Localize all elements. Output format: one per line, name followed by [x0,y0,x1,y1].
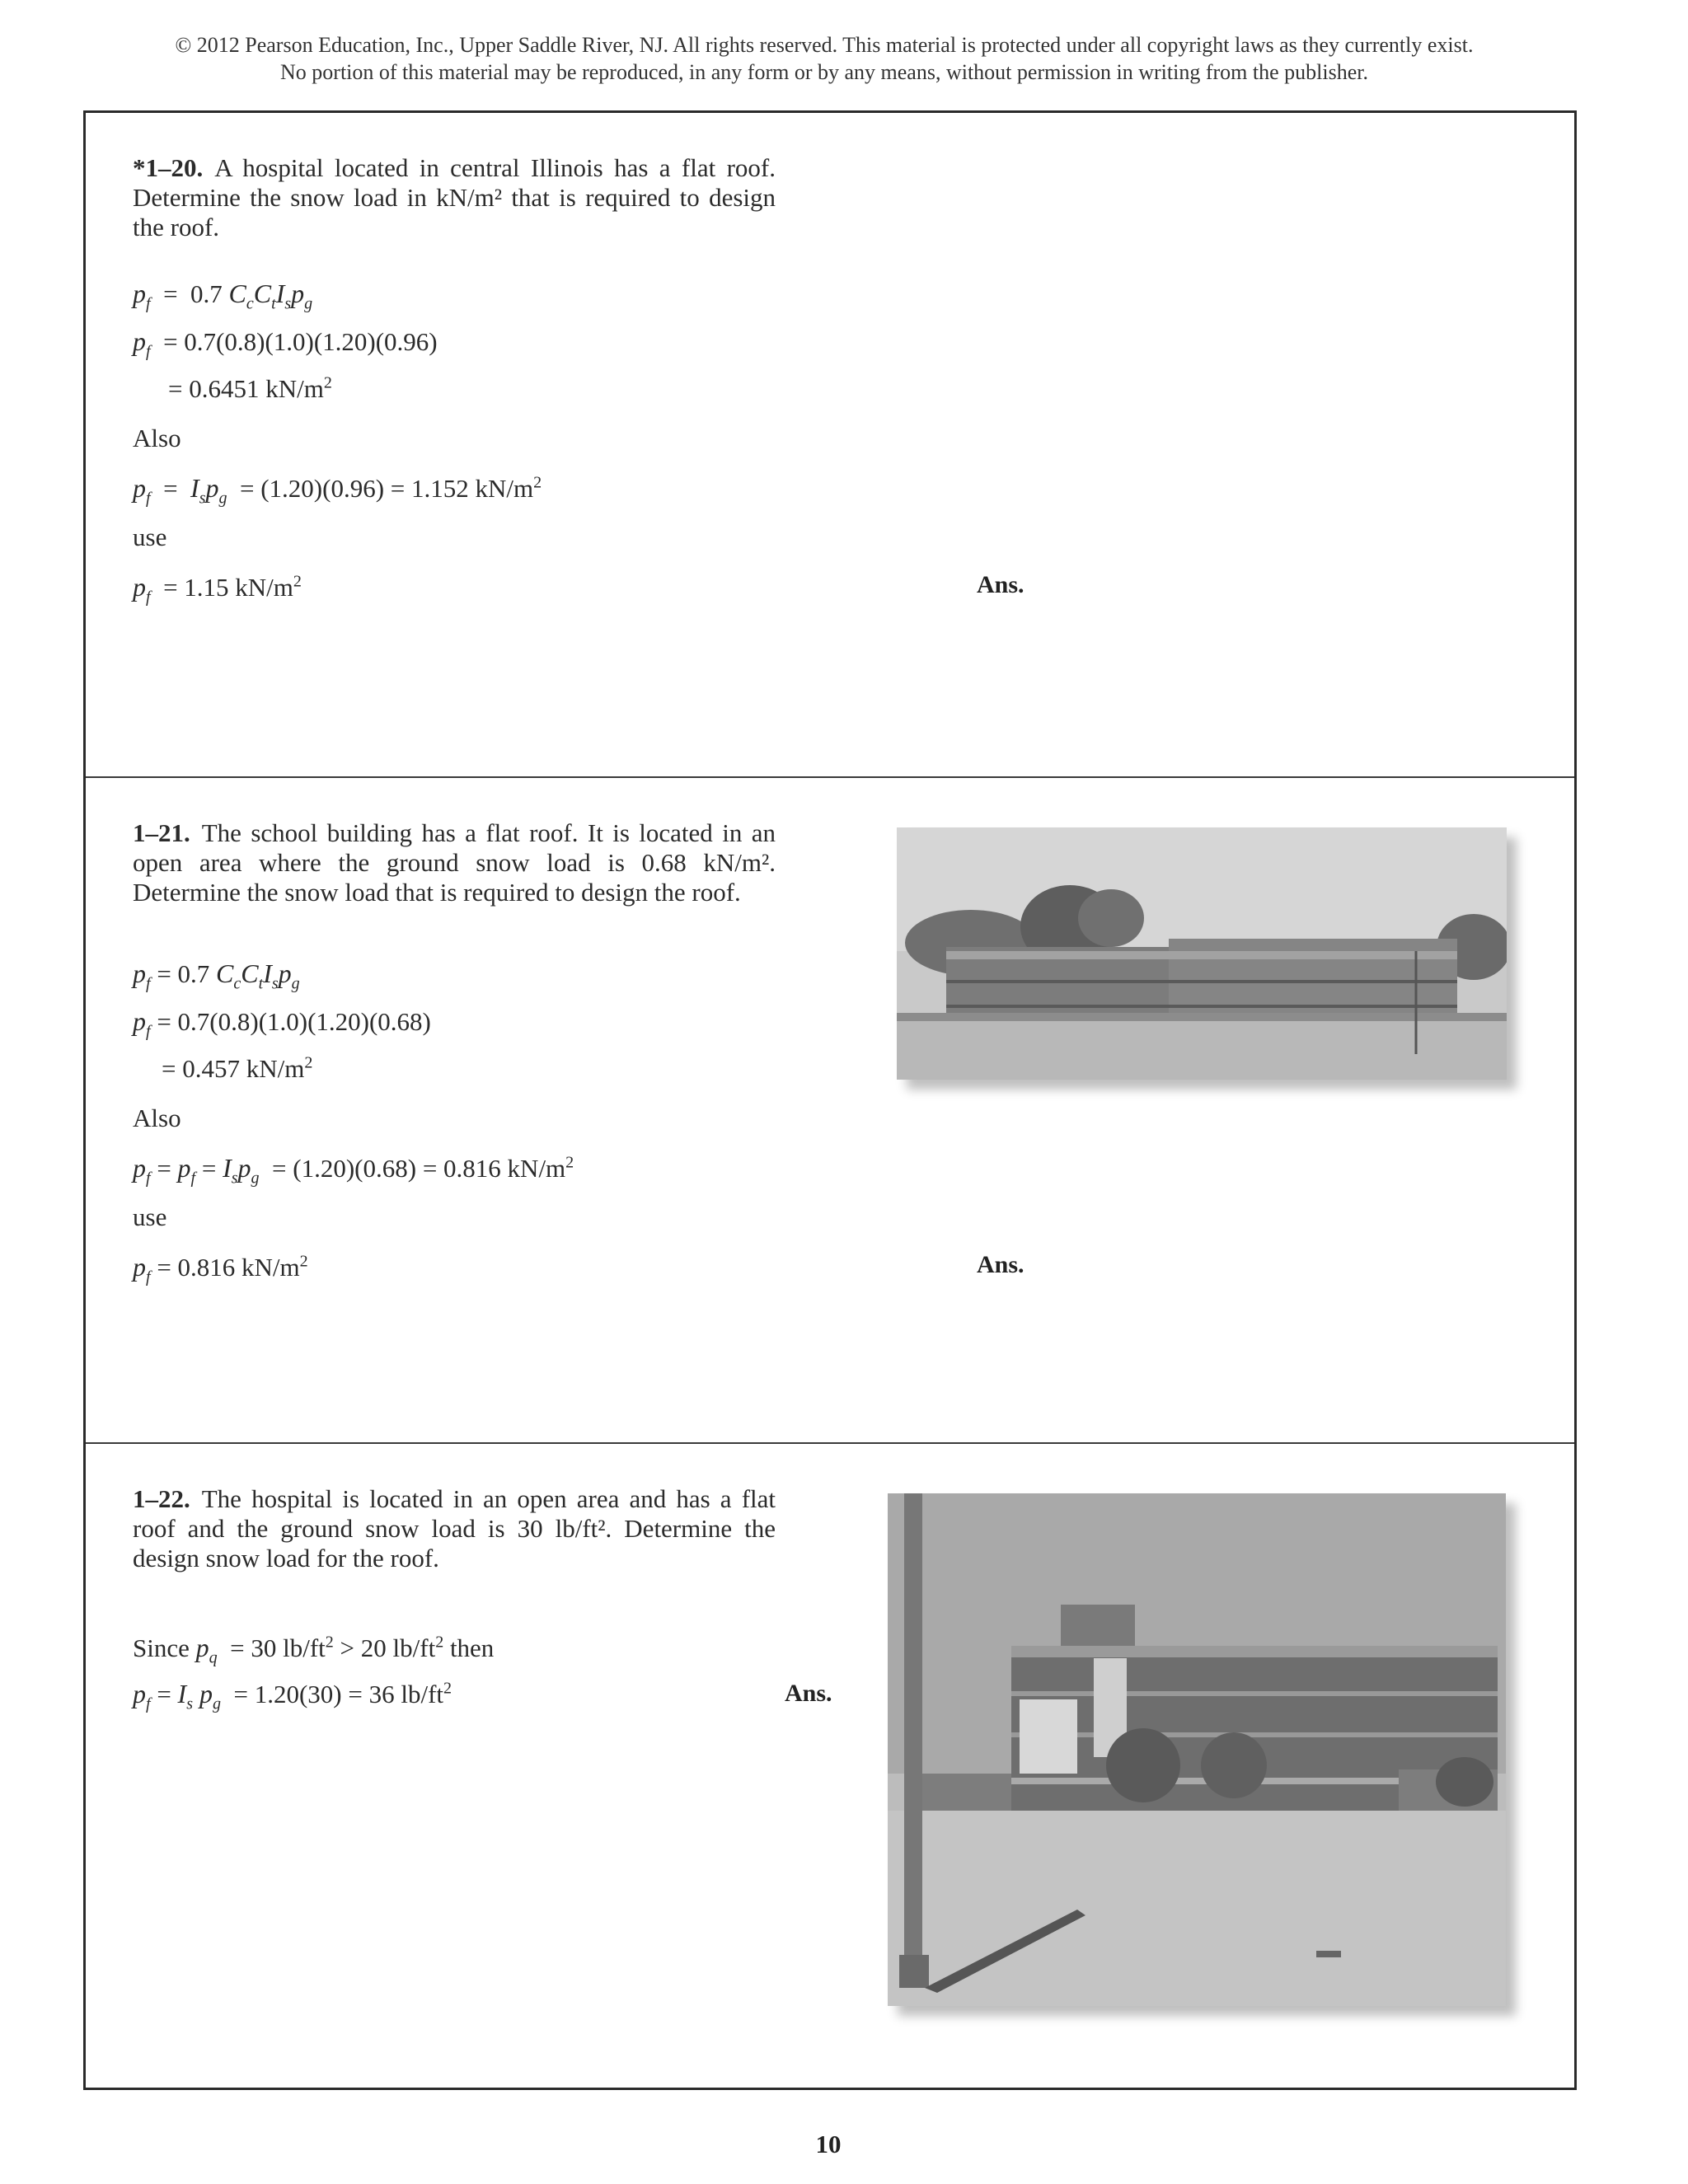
hospital-building-photo [888,1493,1506,2006]
equation-line: Since $p_q = 30$ $lb/ft^2 > 20$ $lb/ft^2$ then [133,1633,495,1667]
equation-line: $p_f = I_sp_g = (1.20)(0.96) = 1.152$ $kN/m^2$ [133,473,542,508]
problem-text: A hospital located in central Illinois has a flat roof. Determine the snow load in kN/m² that is required to design the roof. [133,153,776,241]
problem-number: *1–20. [133,153,204,182]
equation-line: = 0.6451 $kN/m^2$ [168,373,332,403]
use-label: use [133,523,167,551]
equation-line: $p_f = I_s$ $p_g = 1.20(30) = 36$ $lb/ft^2$ [133,1679,452,1713]
equation-line: $p_f = 0.816$ $kN/m^2$ [133,1252,308,1286]
copyright-line-2: No portion of this material may be reproduced, in any form or by any means, without permission in writing from the publisher. [280,60,1368,84]
problem-1-20-panel [86,113,1574,776]
problem-1-22-panel [86,1442,1574,2088]
solutions-frame [83,110,1577,2090]
problem-statement [133,1484,776,1573]
equation-line: $p_f = 0.7(0.8)(1.0)(1.20)(0.68)$ [133,1006,431,1041]
problem-text: The school building has a flat roof. It is located in an open area where the ground snow load is 0.68 kN/m². Determine the snow load that is required to design the roof. [133,818,776,907]
answer-label: Ans. [785,1680,832,1707]
problem-number: 1–21. [133,818,190,847]
school-building-photo [897,827,1507,1080]
equation-line: $p_f = p_f = I_sp_g = (1.20)(0.68) = 0.816$ $kN/m^2$ [133,1153,574,1188]
problem-statement [133,818,776,907]
problem-statement [133,153,776,242]
equation-line: $p_f = 0.7$ $C_cC_tI_sp_g$ [133,279,313,313]
equation-line: = 0.457 $kN/m^2$ [162,1053,313,1083]
answer-label: Ans. [977,571,1025,598]
page-number: 10 [815,2130,842,2158]
also-label: Also [133,1104,181,1132]
equation-line: $p_f = 0.7$ $C_cC_tI_sp_g$ [133,958,300,993]
use-label: use [133,1202,167,1231]
problem-number: 1–22. [133,1484,190,1513]
copyright-line-1: © 2012 Pearson Education, Inc., Upper Saddle River, NJ. All rights reserved. This material is protected under all copyright laws as they currently exist. [175,33,1474,57]
equation-line: $p_f = 0.7(0.8)(1.0)(1.20)(0.96)$ [133,326,438,361]
problem-text: The hospital is located in an open area and has a flat roof and the ground snow load is 30 lb/ft². Determine the design snow load for the roof. [133,1484,776,1572]
equation-line: $p_f = 1.15$ $kN/m^2$ [133,572,302,607]
problem-1-21-panel [86,776,1574,1442]
answer-label: Ans. [977,1251,1025,1278]
copyright-notice [0,31,1648,86]
also-label: Also [133,424,181,452]
